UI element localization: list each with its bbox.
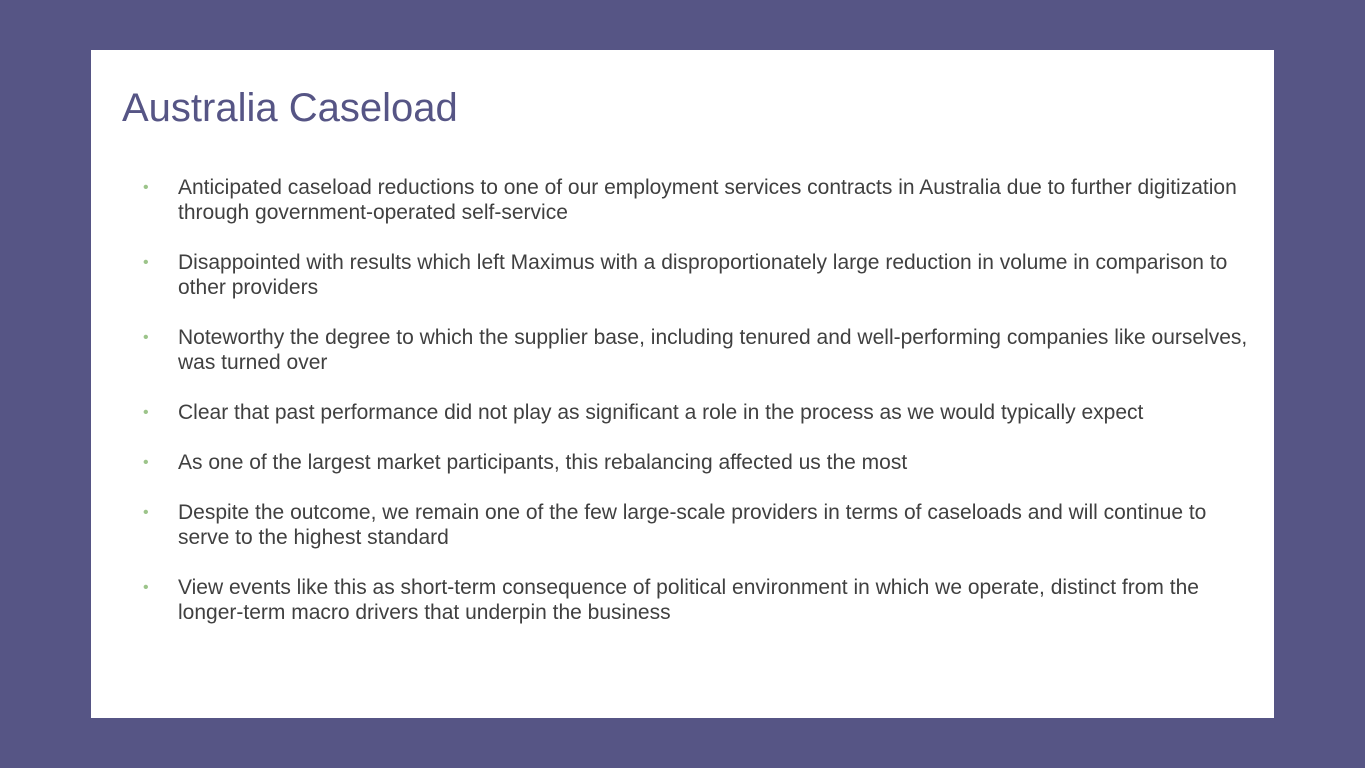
bullet-text: Noteworthy the degree to which the supplier base, including tenured and well-performing companies like ourselves, was turned over	[178, 326, 1248, 374]
list-item	[143, 175, 1253, 225]
slide	[91, 50, 1274, 718]
bullet-icon: •	[143, 579, 149, 596]
bullet-icon: •	[143, 454, 149, 471]
bullet-icon: •	[143, 254, 149, 271]
bullet-text: Anticipated caseload reductions to one of our employment services contracts in Australia due to further digitization through government-operated self-service	[178, 176, 1237, 224]
list-item	[143, 450, 1253, 475]
bullet-list	[143, 175, 1253, 650]
bullet-text: Clear that past performance did not play as significant a role in the process as we would typically expect	[178, 401, 1144, 424]
list-item	[143, 400, 1253, 425]
bullet-icon: •	[143, 179, 149, 196]
bullet-icon: •	[143, 404, 149, 421]
bullet-icon: •	[143, 504, 149, 521]
bullet-text: As one of the largest market participants, this rebalancing affected us the most	[178, 451, 908, 474]
bullet-text: Disappointed with results which left Maximus with a disproportionately large reduction in volume in comparison to other providers	[178, 251, 1228, 299]
list-item	[143, 575, 1253, 625]
list-item	[143, 325, 1253, 375]
list-item	[143, 250, 1253, 300]
list-item	[143, 500, 1253, 550]
slide-title: Australia Caseload	[122, 86, 458, 130]
bullet-text: View events like this as short-term consequence of political environment in which we operate, distinct from the longer-term macro drivers that underpin the business	[178, 576, 1199, 624]
bullet-text: Despite the outcome, we remain one of the few large-scale providers in terms of caseloads and will continue to serve to the highest standard	[178, 501, 1207, 549]
bullet-icon: •	[143, 329, 149, 346]
